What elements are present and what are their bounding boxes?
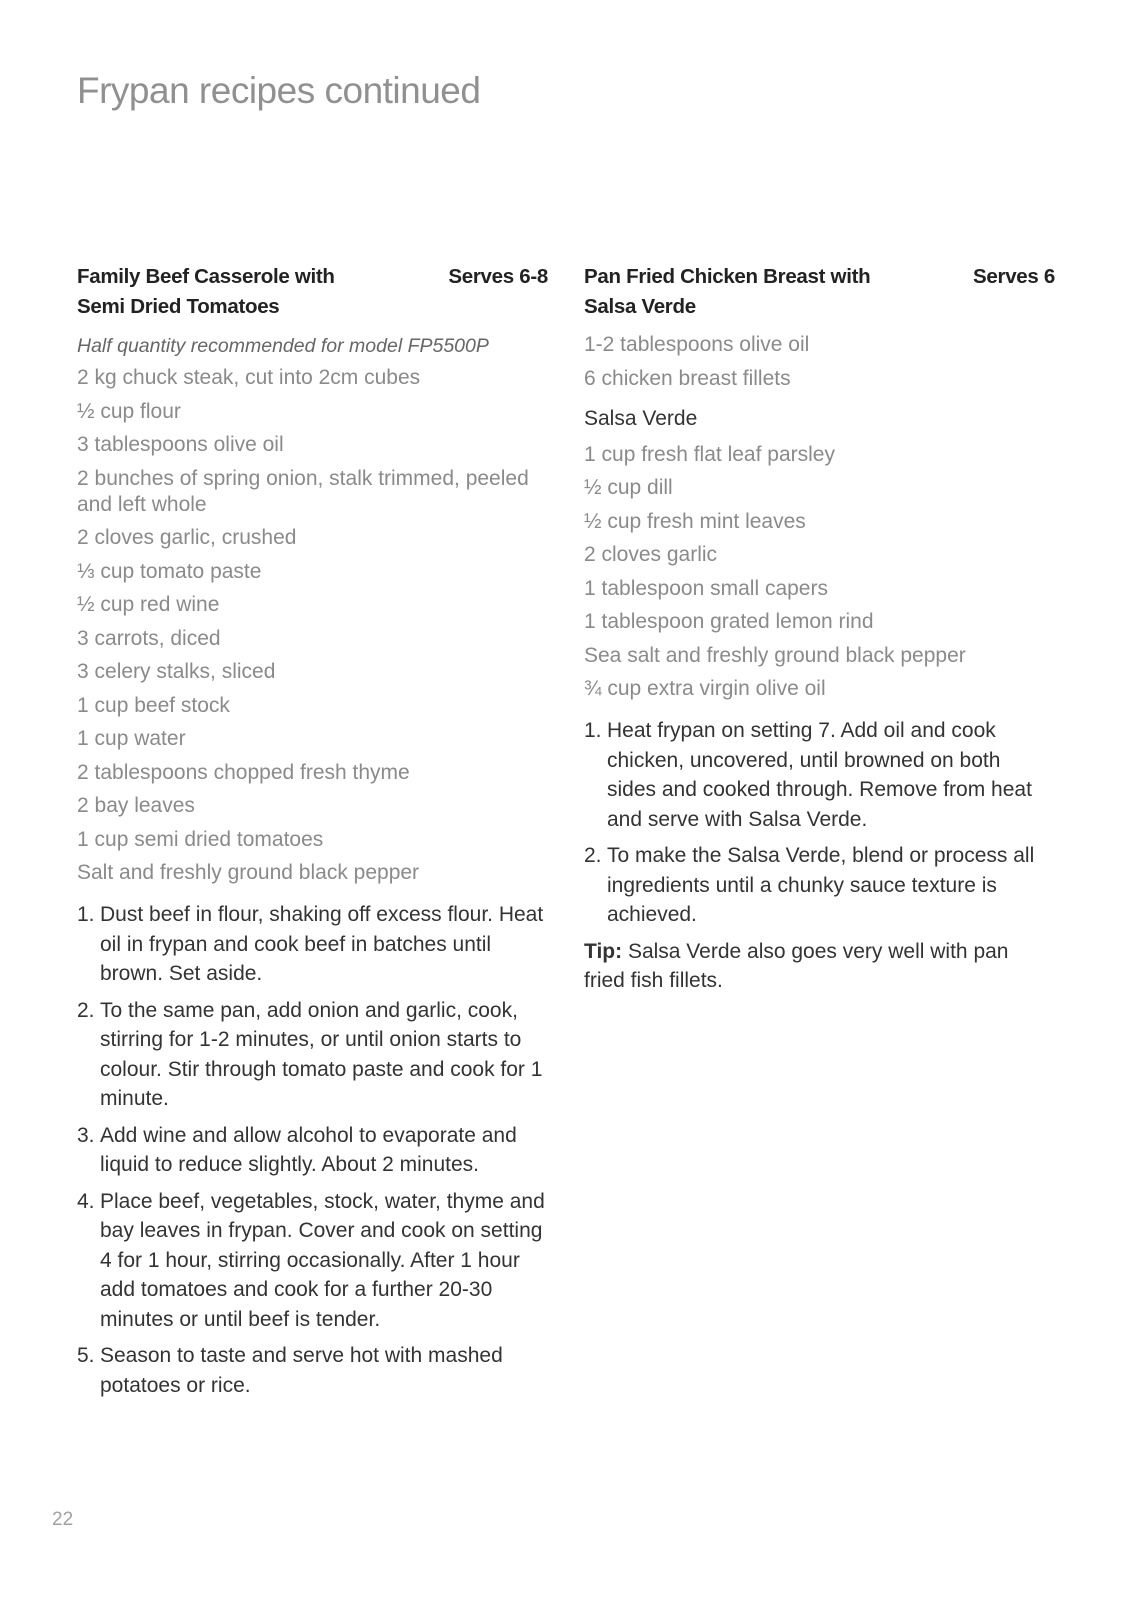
tip-label: Tip: — [584, 939, 623, 963]
step-text: Heat frypan on setting 7. Add oil and cook chicken, uncovered, until browned on both sides and cooked through. Remove from heat and serve with Salsa Verde. — [607, 719, 1032, 831]
method-step — [584, 841, 1055, 930]
beef-casserole-recipe — [77, 262, 548, 1407]
method-step — [77, 1187, 548, 1335]
recipe-title: Pan Fried Chicken Breast with Salsa Verde — [584, 265, 871, 318]
tip — [584, 937, 1055, 996]
ingredient-item: 2 bay leaves — [77, 794, 195, 817]
recipe-header — [584, 262, 1055, 322]
ingredient-item: ½ cup dill — [584, 476, 673, 499]
method-step — [77, 900, 548, 989]
ingredient-item: 3 carrots, diced — [77, 626, 221, 650]
chicken-salsa-verde-recipe — [584, 262, 1055, 996]
ingredient-item: ¾ cup extra virgin olive oil — [584, 677, 826, 700]
ingredient-item: 2 tablespoons chopped fresh thyme — [77, 760, 410, 784]
step-text: Season to taste and serve hot with mashed potatoes or rice. — [100, 1344, 503, 1397]
step-number: 2. — [584, 844, 602, 867]
ingredient-item: ½ cup flour — [77, 399, 181, 423]
ingredient-item: 3 celery stalks, sliced — [77, 660, 276, 683]
ingredient-item: 6 chicken breast fillets — [584, 366, 791, 390]
ingredient-item: Sea salt and freshly ground black pepper — [584, 643, 966, 667]
step-text: Add wine and allow alcohol to evaporate and liquid to reduce slightly. About 2 minutes. — [100, 1123, 517, 1176]
ingredient-item: 1 cup fresh flat leaf parsley — [584, 442, 835, 466]
method-steps — [77, 900, 548, 1400]
ingredient-item: 2 cloves garlic — [584, 543, 718, 566]
ingredient-item: 2 cloves garlic, crushed — [77, 526, 297, 549]
ingredient-item: 3 tablespoons olive oil — [77, 433, 284, 456]
ingredient-item: ½ cup red wine — [77, 593, 220, 616]
ingredient-item: 1 cup water — [77, 727, 186, 750]
salsa-ingredient-list — [584, 442, 1055, 703]
serves-label: Serves 6-8 — [448, 265, 548, 288]
step-number: 5. — [77, 1344, 95, 1367]
ingredient-item: 2 bunches of spring onion, stalk trimmed, peeled and left whole — [77, 466, 529, 516]
step-text: Dust beef in flour, shaking off excess flour. Heat oil in frypan and cook beef in batches until brown. Set aside. — [100, 903, 544, 985]
step-text: To the same pan, add onion and garlic, cook, stirring for 1-2 minutes, or until onion starts to colour. Stir through tomato paste and cook for 1 minute. — [100, 998, 543, 1110]
step-text: To make the Salsa Verde, blend or process all ingredients until a chunky sauce texture is achieved. — [607, 844, 1035, 926]
ingredient-item: Salt and freshly ground black pepper — [77, 861, 420, 884]
tip-text: Salsa Verde also goes very well with pan fried fish fillets. — [584, 939, 1009, 992]
recipe-header — [77, 262, 548, 322]
step-number: 4. — [77, 1189, 95, 1213]
step-number: 1. — [77, 903, 95, 926]
ingredient-list — [584, 332, 1055, 392]
method-step — [77, 996, 548, 1114]
step-text: Place beef, vegetables, stock, water, thyme and bay leaves in frypan. Cover and cook on setting 4 for 1 hour, stirring occasionally. After 1 hour add tomatoes and cook for a further 20-30 minutes or until beef is tender. — [100, 1189, 545, 1331]
ingredient-item: 1 tablespoon small capers — [584, 576, 828, 600]
ingredient-item: 1 cup semi dried tomatoes — [77, 827, 324, 851]
ingredient-item: ½ cup fresh mint leaves — [584, 509, 806, 533]
page-title: Frypan recipes continued — [77, 70, 481, 111]
ingredient-item: 1-2 tablespoons olive oil — [584, 333, 810, 356]
step-number: 3. — [77, 1123, 95, 1147]
ingredient-list — [77, 365, 548, 886]
serves-label: Serves 6 — [973, 265, 1055, 288]
method-step — [584, 716, 1055, 834]
ingredient-item: 1 cup beef stock — [77, 693, 230, 717]
ingredient-item: ⅓ cup tomato paste — [77, 559, 262, 583]
method-step — [77, 1341, 548, 1400]
page-number: 22 — [52, 1509, 74, 1530]
method-step — [77, 1121, 548, 1180]
step-number: 1. — [584, 719, 602, 742]
method-steps — [584, 716, 1055, 930]
ingredient-item: 1 tablespoon grated lemon rind — [584, 610, 874, 633]
model-note: Half quantity recommended for model FP5500P — [77, 335, 489, 357]
recipe-title: Family Beef Casserole with Semi Dried Tomatoes — [77, 265, 335, 318]
ingredient-item: 2 kg chuck steak, cut into 2cm cubes — [77, 366, 421, 389]
salsa-verde-subheading: Salsa Verde — [584, 406, 698, 430]
step-number: 2. — [77, 998, 95, 1022]
